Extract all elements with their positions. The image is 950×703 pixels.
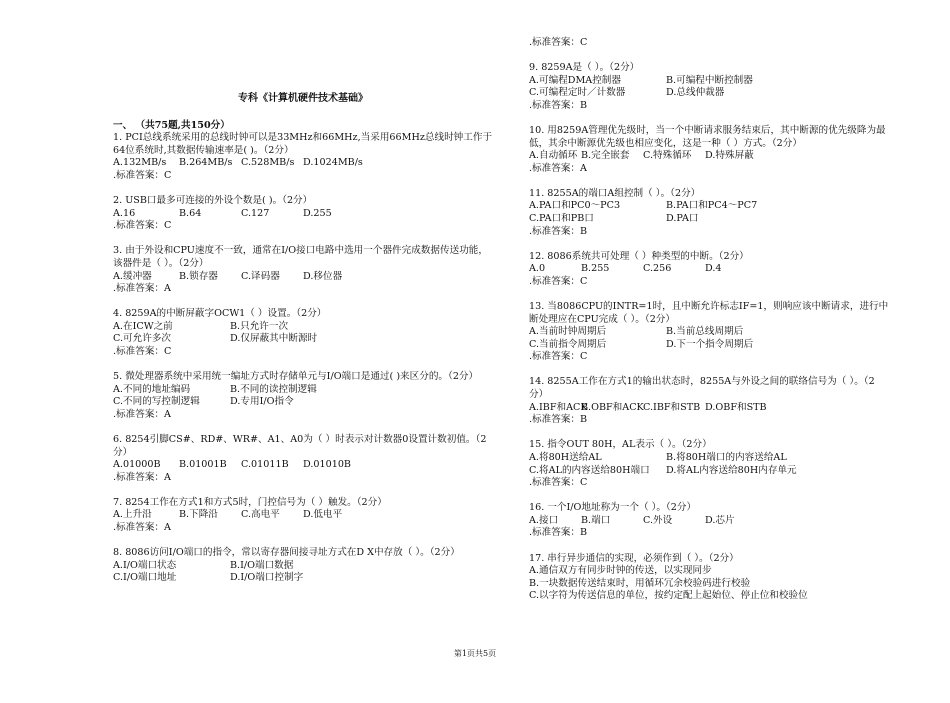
- question-text: 10. 用8259A管理优先级时，当一个中断请求服务结束后，其中断源的优先级降为最低，其余中断源优先级也相应变化，这是一种（ ）方式。（2分）: [529, 124, 886, 149]
- option-c: C.特殊循环: [643, 150, 692, 162]
- question-item: [113, 308, 493, 358]
- option-d: D.移位器: [303, 270, 343, 282]
- question-text: 5. 微处理器系统中采用统一编址方式时存储单元与I/O端口是通过( )来区分的。（2分）: [113, 371, 479, 383]
- left-question-list: [113, 132, 493, 585]
- option-b: B.可编程中断控制器: [666, 74, 753, 86]
- right-question-list: [529, 62, 889, 603]
- options-row: [529, 452, 889, 465]
- option-b: B.完全嵌套: [581, 150, 630, 162]
- options-row: [529, 150, 889, 163]
- question-text: 15. 指令OUT 80H，AL表示（ ）。（2分）: [529, 439, 712, 451]
- option-c: C.PA口和PB口: [529, 213, 594, 225]
- answer-key: .标准答案：C: [529, 351, 588, 363]
- question-item: [529, 62, 889, 112]
- options-row: [529, 465, 889, 478]
- options-row: [529, 75, 889, 88]
- options-row: [529, 402, 889, 415]
- answer-key: .标准答案：B: [529, 225, 588, 237]
- option-a: A.接口: [529, 514, 559, 526]
- question-text: 3. 由于外设和CPU速度不一致，通常在I/O接口电路中选用一个器件完成数据传送功能，该器件是（ ）。（2分）: [113, 245, 488, 269]
- options-row: [529, 326, 889, 339]
- option-d: D.OBF和STB: [705, 401, 767, 413]
- options-row: [529, 263, 889, 276]
- question-item: [113, 497, 493, 535]
- options-row: [113, 396, 493, 409]
- option-a: A.16: [113, 207, 136, 219]
- option-c: C.可编程定时／计数器: [529, 87, 626, 99]
- carried-answer: .标准答案：C: [529, 37, 588, 48]
- question-text: 4. 8259A的中断屏蔽字OCW1（ ）设置。（2分）: [113, 308, 327, 320]
- option-a: A.IBF和ACK: [529, 401, 588, 413]
- option-d: D.将AL内容送给80H内存单元: [666, 464, 797, 476]
- options-row: [113, 384, 493, 397]
- question-item: [529, 251, 889, 289]
- question-item: [529, 188, 889, 238]
- question-text: 14. 8255A工作在方式1的输出状态时，8255A与外设之间的联络信号为（ ）。（2分）: [529, 376, 875, 401]
- option-d: D.特殊屏蔽: [705, 150, 754, 162]
- answer-key: .标准答案：A: [113, 283, 171, 295]
- answer-key: .标准答案：C: [113, 220, 172, 232]
- question-item: [529, 301, 889, 364]
- option-d: D.PA口: [666, 213, 699, 225]
- answer-key: .标准答案：B: [529, 414, 588, 426]
- option-b: B.不同的读控制逻辑: [230, 383, 317, 395]
- option-c: C.I/O端口地址: [113, 572, 177, 584]
- option-a: A.自动循环: [529, 150, 578, 162]
- options-row: [529, 565, 889, 578]
- option-b: B.只允许一次: [230, 320, 289, 332]
- option-d: D.总线仲裁器: [666, 87, 725, 99]
- answer-key: .标准答案：A: [113, 522, 171, 534]
- answer-key: .标准答案：C: [529, 477, 588, 489]
- question-text: 16. 一个I/O地址称为一个（ ）。（2分）: [529, 502, 697, 514]
- option-c: C.IBF和STB: [643, 401, 701, 413]
- question-text: 9. 8259A是（ ）。（2分）: [529, 62, 640, 74]
- question-text: 13. 当8086CPU的INTR=1时，且中断允许标志IF=1，则响应该中断请求，进行中断处理应在CPU完成（ ）。（2分）: [529, 301, 889, 325]
- option-a: A.132MB/s: [113, 157, 167, 169]
- option-b: B.锁存器: [179, 270, 218, 282]
- options-row: [113, 208, 493, 221]
- options-row: [529, 515, 889, 528]
- option-c: C.127: [241, 207, 270, 219]
- options-row: [529, 87, 889, 100]
- question-text: 11. 8255A的端口A组控制（ ）。（2分）: [529, 187, 701, 199]
- option-b: B.PA口和PC4～PC7: [666, 200, 758, 212]
- question-text: 17. 串行异步通信的实现，必须作到（ ）。（2分）: [529, 552, 739, 564]
- option-b: B.将80H端口的内容送给AL: [666, 451, 787, 463]
- option-b: B.255: [581, 263, 610, 275]
- options-row: [113, 560, 493, 573]
- option-d: D.255: [303, 207, 332, 219]
- option-a: B.一块数据传送结束时，用循环冗余校验码进行校验: [529, 577, 751, 589]
- option-d: D.4: [705, 263, 722, 275]
- answer-key: .标准答案：C: [113, 346, 172, 357]
- answer-key: .标准答案：A: [113, 408, 171, 420]
- option-a: A.PA口和PC0～PC3: [529, 200, 621, 212]
- option-a: A.不同的地址编码: [113, 383, 191, 395]
- option-d: D.专用I/O指令: [230, 396, 294, 408]
- option-d: D.低电平: [303, 509, 343, 521]
- option-b: B.264MB/s: [179, 157, 233, 169]
- option-b: B.64: [179, 207, 202, 219]
- options-row: [113, 271, 493, 284]
- answer-key: .标准答案：B: [529, 527, 588, 539]
- answer-key: .标准答案：C: [529, 275, 588, 287]
- option-d: D.I/O端口控制字: [230, 572, 304, 584]
- option-a: A.通信双方有同步时钟的传送，以实现同步: [529, 565, 712, 577]
- option-c: C.可允许多次: [113, 333, 172, 345]
- question-item: [529, 502, 889, 540]
- option-a: A.0: [529, 263, 546, 275]
- options-row: [113, 333, 493, 346]
- option-c: C.外设: [643, 514, 673, 526]
- option-d: D.01010B: [303, 459, 351, 471]
- question-item: [113, 195, 493, 233]
- answer-key: .标准答案：A: [529, 162, 587, 174]
- option-c: C.将AL的内容送给80H端口: [529, 464, 650, 476]
- option-a: A.I/O端口状态: [113, 559, 177, 571]
- question-text: 12. 8086系统共可处理（ ）种类型的中断。（2分）: [529, 250, 749, 262]
- answer-key: .标准答案：C: [113, 169, 172, 181]
- options-row: [529, 578, 889, 591]
- question-text: 7. 8254工作在方式1和方式5时，门控信号为（ ）触发。（2分）: [113, 496, 387, 508]
- option-a: A.将80H送给AL: [529, 451, 602, 463]
- options-row: [529, 339, 889, 352]
- question-text: 2. USB口最多可连接的外设个数是( )。（2分）: [113, 195, 313, 207]
- option-a: C.以字符为传送信息的单位，按约定配上起始位、停止位和校验位: [529, 590, 808, 602]
- option-c: C.528MB/s: [241, 157, 295, 169]
- option-d: D.芯片: [705, 514, 735, 526]
- answer-key: .标准答案：B: [529, 99, 588, 111]
- question-item: [113, 132, 493, 182]
- question-text: 8. 8086访问I/O端口的指令，常以寄存器间接寻址方式在D X中存放（ ）。（2分）: [113, 547, 460, 559]
- option-d: D.仅屏蔽其中断源时: [230, 333, 318, 345]
- option-a: A.当前时钟周期后: [529, 326, 607, 338]
- option-c: C.高电平: [241, 509, 280, 521]
- answer-key: .标准答案：A: [113, 471, 171, 483]
- options-row: [529, 590, 889, 603]
- option-a: A.01000B: [113, 459, 161, 471]
- question-item: [529, 125, 889, 175]
- option-b: B.当前总线周期后: [666, 326, 744, 338]
- options-row: [113, 509, 493, 522]
- question-text: 6. 8254引脚CS#、RD#、WR#、A1、A0为（ ）时表示对计数器0设置计数初值。（2分）: [113, 433, 487, 458]
- options-row: [113, 459, 493, 472]
- question-item: [529, 376, 889, 426]
- page-footer: 第1页共5页: [453, 649, 497, 658]
- document-title: 专科《计算机硬件技术基础》: [238, 93, 368, 104]
- question-item: [113, 245, 493, 295]
- options-row: [113, 321, 493, 334]
- option-c: C.译码器: [241, 270, 280, 282]
- option-b: B.端口: [581, 514, 611, 526]
- option-d: D.1024MB/s: [303, 157, 363, 169]
- option-b: B.OBF和ACK: [581, 401, 644, 413]
- option-b: B.I/O端口数据: [230, 559, 294, 571]
- section-heading: 一、 （共75题,共150分）: [113, 119, 230, 131]
- options-row: [529, 213, 889, 226]
- question-item: [529, 439, 889, 489]
- option-d: D.下一个指令周期后: [666, 338, 754, 350]
- right-column: [529, 37, 889, 615]
- question-item: [529, 553, 889, 603]
- option-a: A.上升沿: [113, 509, 152, 521]
- question-item: [113, 371, 493, 421]
- options-row: [113, 572, 493, 585]
- option-a: A.可编程DMA控制器: [529, 74, 621, 86]
- option-c: C.当前指令周期后: [529, 338, 607, 350]
- options-row: [113, 157, 493, 170]
- option-a: A.缓冲器: [113, 270, 152, 282]
- option-c: C.不同的写控制逻辑: [113, 396, 200, 408]
- question-text: 1. PCI总线系统采用的总线时钟可以是33MHz和66MHz,当采用66MHz总线时钟工作于64位系统时,其数据传输速率是( )。（2分）: [113, 132, 493, 156]
- option-b: B.下降沿: [179, 509, 218, 521]
- option-b: B.01001B: [179, 459, 227, 471]
- option-a: A.在ICW之前: [113, 320, 173, 332]
- left-column: [113, 93, 493, 597]
- question-item: [113, 547, 493, 585]
- question-item: [113, 434, 493, 484]
- options-row: [529, 200, 889, 213]
- option-c: C.256: [643, 263, 672, 275]
- option-c: C.01011B: [241, 459, 289, 471]
